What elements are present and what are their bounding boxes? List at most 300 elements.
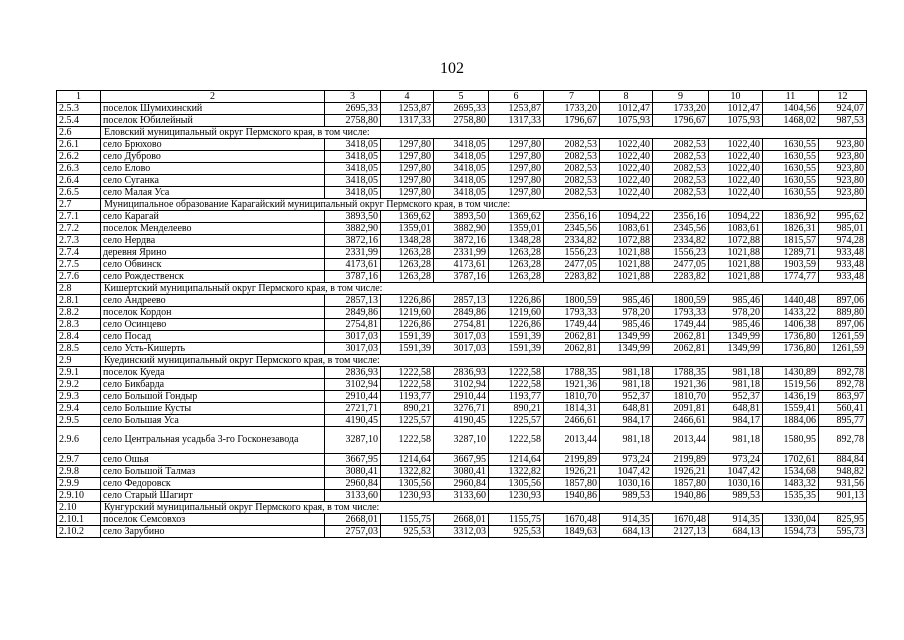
value-cell: 1021,88 (600, 247, 653, 259)
table-row (57, 247, 867, 259)
value-cell: 4173,61 (325, 259, 381, 271)
value-cell: 985,46 (709, 319, 763, 331)
value-cell: 1222,58 (381, 427, 434, 454)
value-cell: 2849,86 (325, 307, 381, 319)
value-cell: 3667,95 (325, 454, 381, 466)
value-cell: 825,95 (819, 514, 867, 526)
value-cell: 1305,56 (381, 478, 434, 490)
value-cell: 3017,03 (325, 331, 381, 343)
value-cell: 1222,58 (381, 367, 434, 379)
value-cell: 2721,71 (325, 403, 381, 415)
value-cell: 2062,81 (653, 331, 709, 343)
value-cell: 1594,73 (763, 526, 819, 538)
value-cell: 1736,80 (763, 331, 819, 343)
value-cell: 2960,84 (325, 478, 381, 490)
table-row (57, 151, 867, 163)
settlement-name: село Малая Уса (101, 187, 325, 199)
value-cell: 2356,16 (544, 211, 600, 223)
value-cell: 1940,86 (653, 490, 709, 502)
value-cell: 648,81 (600, 403, 653, 415)
section-row (57, 502, 867, 514)
value-cell: 2477,05 (544, 259, 600, 271)
value-cell: 1468,02 (763, 115, 819, 127)
value-cell: 1788,35 (653, 367, 709, 379)
table-row (57, 175, 867, 187)
value-cell: 1263,28 (381, 271, 434, 283)
value-cell: 981,18 (709, 379, 763, 391)
value-cell: 2758,80 (325, 115, 381, 127)
value-cell: 1440,48 (763, 295, 819, 307)
value-cell: 1193,77 (489, 391, 544, 403)
value-cell: 985,46 (600, 319, 653, 331)
value-cell: 2857,13 (325, 295, 381, 307)
value-cell: 1349,99 (709, 343, 763, 355)
value-cell: 923,80 (819, 175, 867, 187)
value-cell: 2754,81 (434, 319, 489, 331)
value-cell: 897,06 (819, 319, 867, 331)
value-cell: 1433,22 (763, 307, 819, 319)
value-cell: 3017,03 (434, 343, 489, 355)
value-cell: 3418,05 (434, 163, 489, 175)
value-cell: 2668,01 (434, 514, 489, 526)
value-cell: 1214,64 (381, 454, 434, 466)
value-cell: 2960,84 (434, 478, 489, 490)
table-row (57, 187, 867, 199)
row-code: 2.8.3 (57, 319, 101, 331)
row-code: 2.8.2 (57, 307, 101, 319)
value-cell: 3102,94 (434, 379, 489, 391)
row-code: 2.9.3 (57, 391, 101, 403)
value-cell: 1226,86 (381, 319, 434, 331)
table-row (57, 103, 867, 115)
row-code: 2.9.7 (57, 454, 101, 466)
row-code: 2.5.4 (57, 115, 101, 127)
value-cell: 2754,81 (325, 319, 381, 331)
value-cell: 1072,88 (709, 235, 763, 247)
column-number: 9 (653, 91, 709, 103)
value-cell: 1404,56 (763, 103, 819, 115)
settlement-name: село Бикбарда (101, 379, 325, 391)
row-code: 2.7.6 (57, 271, 101, 283)
value-cell: 1012,47 (600, 103, 653, 115)
row-code: 2.6.4 (57, 175, 101, 187)
table-row (57, 115, 867, 127)
value-cell: 895,77 (819, 415, 867, 427)
value-cell: 1630,55 (763, 163, 819, 175)
value-cell: 3418,05 (325, 139, 381, 151)
section-title: Куединский муниципальный округ Пермского края, в том числе: (101, 355, 867, 367)
value-cell: 1261,59 (819, 343, 867, 355)
value-cell: 1083,61 (600, 223, 653, 235)
value-cell: 1796,67 (544, 115, 600, 127)
value-cell: 3667,95 (434, 454, 489, 466)
section-code: 2.9 (57, 355, 101, 367)
settlement-name: село Большой Талмаз (101, 466, 325, 478)
row-code: 2.7.3 (57, 235, 101, 247)
table-row (57, 514, 867, 526)
value-cell: 1022,40 (600, 187, 653, 199)
settlement-name: село Рождественск (101, 271, 325, 283)
value-cell: 1796,67 (653, 115, 709, 127)
value-cell: 3787,16 (434, 271, 489, 283)
value-cell: 2356,16 (653, 211, 709, 223)
value-cell: 1349,99 (600, 343, 653, 355)
value-cell: 3102,94 (325, 379, 381, 391)
value-cell: 973,24 (600, 454, 653, 466)
value-cell: 981,18 (600, 427, 653, 454)
value-cell: 3133,60 (434, 490, 489, 502)
value-cell: 1793,33 (653, 307, 709, 319)
value-cell: 1535,35 (763, 490, 819, 502)
value-cell: 3287,10 (325, 427, 381, 454)
value-cell: 1800,59 (544, 295, 600, 307)
row-code: 2.8.4 (57, 331, 101, 343)
section-title: Еловский муниципальный округ Пермского края, в том числе: (101, 127, 867, 139)
value-cell: 1253,87 (489, 103, 544, 115)
table-row (57, 490, 867, 502)
value-cell: 1733,20 (544, 103, 600, 115)
table-row (57, 379, 867, 391)
value-cell: 1022,40 (709, 175, 763, 187)
value-cell: 1591,39 (381, 343, 434, 355)
tariff-table (56, 90, 867, 538)
value-cell: 3872,16 (434, 235, 489, 247)
value-cell: 1289,71 (763, 247, 819, 259)
value-cell: 1733,20 (653, 103, 709, 115)
row-code: 2.7.4 (57, 247, 101, 259)
value-cell: 684,13 (600, 526, 653, 538)
row-code: 2.9.5 (57, 415, 101, 427)
column-number: 5 (434, 91, 489, 103)
value-cell: 1297,80 (381, 175, 434, 187)
value-cell: 1047,42 (709, 466, 763, 478)
value-cell: 1226,86 (489, 295, 544, 307)
value-cell: 984,17 (600, 415, 653, 427)
value-cell: 2082,53 (653, 151, 709, 163)
settlement-name: село Суганка (101, 175, 325, 187)
value-cell: 2199,89 (544, 454, 600, 466)
value-cell: 989,53 (709, 490, 763, 502)
value-cell: 978,20 (600, 307, 653, 319)
table-row (57, 415, 867, 427)
settlement-name: поселок Юбилейный (101, 115, 325, 127)
section-code: 2.10 (57, 502, 101, 514)
value-cell: 933,48 (819, 247, 867, 259)
value-cell: 1849,63 (544, 526, 600, 538)
table-row (57, 259, 867, 271)
value-cell: 1810,70 (653, 391, 709, 403)
value-cell: 3287,10 (434, 427, 489, 454)
value-cell: 1317,33 (489, 115, 544, 127)
value-cell: 948,82 (819, 466, 867, 478)
column-number: 12 (819, 91, 867, 103)
section-row (57, 127, 867, 139)
value-cell: 1836,92 (763, 211, 819, 223)
value-cell: 1263,28 (489, 259, 544, 271)
value-cell: 1297,80 (381, 151, 434, 163)
value-cell: 1297,80 (381, 163, 434, 175)
value-cell: 1021,88 (709, 259, 763, 271)
value-cell: 2910,44 (325, 391, 381, 403)
value-cell: 1021,88 (709, 247, 763, 259)
value-cell: 1580,95 (763, 427, 819, 454)
value-cell: 925,53 (381, 526, 434, 538)
value-cell: 1263,28 (381, 259, 434, 271)
value-cell: 1774,77 (763, 271, 819, 283)
section-title: Кишертский муниципальный округ Пермского края, в том числе: (101, 283, 867, 295)
value-cell: 2062,81 (544, 331, 600, 343)
settlement-name: село Обвинск (101, 259, 325, 271)
value-cell: 2334,82 (544, 235, 600, 247)
value-cell: 1369,62 (489, 211, 544, 223)
value-cell: 2082,53 (544, 163, 600, 175)
row-code: 2.7.1 (57, 211, 101, 223)
value-cell: 1297,80 (489, 163, 544, 175)
value-cell: 985,46 (709, 295, 763, 307)
value-cell: 3418,05 (434, 187, 489, 199)
value-cell: 923,80 (819, 187, 867, 199)
value-cell: 952,37 (709, 391, 763, 403)
value-cell: 2127,13 (653, 526, 709, 538)
value-cell: 1815,57 (763, 235, 819, 247)
value-cell: 1030,16 (600, 478, 653, 490)
row-code: 2.9.10 (57, 490, 101, 502)
value-cell: 1322,82 (381, 466, 434, 478)
value-cell: 1788,35 (544, 367, 600, 379)
settlement-name: село Ошья (101, 454, 325, 466)
table-row (57, 139, 867, 151)
row-code: 2.10.2 (57, 526, 101, 538)
column-number: 1 (57, 91, 101, 103)
value-cell: 1075,93 (709, 115, 763, 127)
value-cell: 1263,28 (489, 271, 544, 283)
value-cell: 2283,82 (653, 271, 709, 283)
value-cell: 981,18 (600, 367, 653, 379)
value-cell: 1222,58 (381, 379, 434, 391)
value-cell: 1348,28 (489, 235, 544, 247)
value-cell: 1222,58 (489, 427, 544, 454)
value-cell: 1305,56 (489, 478, 544, 490)
column-number: 11 (763, 91, 819, 103)
value-cell: 2836,93 (434, 367, 489, 379)
value-cell: 2082,53 (544, 151, 600, 163)
table-row (57, 271, 867, 283)
section-row (57, 283, 867, 295)
value-cell: 2062,81 (653, 343, 709, 355)
value-cell: 1749,44 (544, 319, 600, 331)
row-code: 2.7.5 (57, 259, 101, 271)
value-cell: 1670,48 (653, 514, 709, 526)
value-cell: 914,35 (600, 514, 653, 526)
row-code: 2.8.5 (57, 343, 101, 355)
value-cell: 3893,50 (434, 211, 489, 223)
value-cell: 2091,81 (653, 403, 709, 415)
value-cell: 648,81 (709, 403, 763, 415)
value-cell: 1810,70 (544, 391, 600, 403)
value-cell: 974,28 (819, 235, 867, 247)
value-cell: 933,48 (819, 259, 867, 271)
value-cell: 1253,87 (381, 103, 434, 115)
value-cell: 2836,93 (325, 367, 381, 379)
row-code: 2.9.4 (57, 403, 101, 415)
settlement-name: село Осинцево (101, 319, 325, 331)
value-cell: 1736,80 (763, 343, 819, 355)
settlement-name: поселок Куеда (101, 367, 325, 379)
value-cell: 3882,90 (434, 223, 489, 235)
value-cell: 1193,77 (381, 391, 434, 403)
value-cell: 1021,88 (600, 259, 653, 271)
column-number: 10 (709, 91, 763, 103)
value-cell: 1155,75 (489, 514, 544, 526)
value-cell: 890,21 (489, 403, 544, 415)
settlement-name: село Большой Гондыр (101, 391, 325, 403)
table-row (57, 211, 867, 223)
row-code: 2.6.2 (57, 151, 101, 163)
settlement-name: село Карагай (101, 211, 325, 223)
value-cell: 892,78 (819, 427, 867, 454)
settlement-name: село Центральная усадьба 3-го Госконезавода (101, 427, 325, 454)
settlement-name: село Нердва (101, 235, 325, 247)
value-cell: 1406,38 (763, 319, 819, 331)
settlement-name: село Посад (101, 331, 325, 343)
value-cell: 3080,41 (325, 466, 381, 478)
value-cell: 1591,39 (489, 343, 544, 355)
value-cell: 2331,99 (325, 247, 381, 259)
table-header-row (57, 91, 867, 103)
value-cell: 2910,44 (434, 391, 489, 403)
value-cell: 1749,44 (653, 319, 709, 331)
value-cell: 973,24 (709, 454, 763, 466)
settlement-name: село Большие Кусты (101, 403, 325, 415)
value-cell: 914,35 (709, 514, 763, 526)
value-cell: 1630,55 (763, 175, 819, 187)
value-cell: 984,17 (709, 415, 763, 427)
value-cell: 1155,75 (381, 514, 434, 526)
value-cell: 2477,05 (653, 259, 709, 271)
value-cell: 4173,61 (434, 259, 489, 271)
value-cell: 1022,40 (709, 187, 763, 199)
value-cell: 3418,05 (434, 175, 489, 187)
value-cell: 1297,80 (489, 187, 544, 199)
table-row (57, 163, 867, 175)
value-cell: 2082,53 (544, 139, 600, 151)
value-cell: 890,21 (381, 403, 434, 415)
value-cell: 3418,05 (325, 151, 381, 163)
table-row (57, 427, 867, 454)
value-cell: 1263,28 (381, 247, 434, 259)
value-cell: 2283,82 (544, 271, 600, 283)
value-cell: 3893,50 (325, 211, 381, 223)
value-cell: 1012,47 (709, 103, 763, 115)
settlement-name: село Старый Шагирт (101, 490, 325, 502)
value-cell: 2082,53 (544, 175, 600, 187)
value-cell: 863,97 (819, 391, 867, 403)
column-number: 7 (544, 91, 600, 103)
value-cell: 1793,33 (544, 307, 600, 319)
value-cell: 1359,01 (489, 223, 544, 235)
section-title: Муниципальное образование Карагайский муниципальный округ Пермского края, в том числе: (101, 199, 867, 211)
value-cell: 1330,04 (763, 514, 819, 526)
value-cell: 1921,36 (653, 379, 709, 391)
value-cell: 1322,82 (489, 466, 544, 478)
settlement-name: село Брюхово (101, 139, 325, 151)
value-cell: 684,13 (709, 526, 763, 538)
value-cell: 2345,56 (653, 223, 709, 235)
value-cell: 884,84 (819, 454, 867, 466)
settlement-name: село Зарубино (101, 526, 325, 538)
value-cell: 3872,16 (325, 235, 381, 247)
value-cell: 1022,40 (709, 151, 763, 163)
value-cell: 1297,80 (489, 151, 544, 163)
value-cell: 3017,03 (325, 343, 381, 355)
value-cell: 2695,33 (434, 103, 489, 115)
table-row (57, 367, 867, 379)
table-row (57, 403, 867, 415)
row-code: 2.9.1 (57, 367, 101, 379)
row-code: 2.6.1 (57, 139, 101, 151)
value-cell: 931,56 (819, 478, 867, 490)
section-row (57, 199, 867, 211)
value-cell: 1483,32 (763, 478, 819, 490)
value-cell: 1857,80 (544, 478, 600, 490)
value-cell: 1226,86 (381, 295, 434, 307)
row-code: 2.10.1 (57, 514, 101, 526)
column-number: 3 (325, 91, 381, 103)
value-cell: 3017,03 (434, 331, 489, 343)
value-cell: 1317,33 (381, 115, 434, 127)
value-cell: 1349,99 (600, 331, 653, 343)
value-cell: 1348,28 (381, 235, 434, 247)
value-cell: 2082,53 (653, 163, 709, 175)
value-cell: 2331,99 (434, 247, 489, 259)
value-cell: 2668,01 (325, 514, 381, 526)
value-cell: 1430,89 (763, 367, 819, 379)
settlement-name: село Елово (101, 163, 325, 175)
value-cell: 560,41 (819, 403, 867, 415)
section-code: 2.8 (57, 283, 101, 295)
row-code: 2.8.1 (57, 295, 101, 307)
column-number: 6 (489, 91, 544, 103)
value-cell: 2345,56 (544, 223, 600, 235)
settlement-name: поселок Семсовхоз (101, 514, 325, 526)
value-cell: 923,80 (819, 139, 867, 151)
value-cell: 1591,39 (489, 331, 544, 343)
value-cell: 1630,55 (763, 187, 819, 199)
value-cell: 1349,99 (709, 331, 763, 343)
page-number: 102 (440, 60, 464, 77)
value-cell: 2857,13 (434, 295, 489, 307)
value-cell: 2082,53 (544, 187, 600, 199)
value-cell: 995,62 (819, 211, 867, 223)
value-cell: 1884,06 (763, 415, 819, 427)
table-row (57, 478, 867, 490)
value-cell: 892,78 (819, 379, 867, 391)
value-cell: 1556,23 (544, 247, 600, 259)
value-cell: 1230,93 (381, 490, 434, 502)
value-cell: 1022,40 (709, 163, 763, 175)
value-cell: 1226,86 (489, 319, 544, 331)
value-cell: 1261,59 (819, 331, 867, 343)
value-cell: 1022,40 (600, 139, 653, 151)
value-cell: 1630,55 (763, 151, 819, 163)
table-row (57, 526, 867, 538)
value-cell: 1022,40 (600, 163, 653, 175)
row-code: 2.9.2 (57, 379, 101, 391)
value-cell: 1857,80 (653, 478, 709, 490)
value-cell: 1297,80 (381, 139, 434, 151)
column-number: 8 (600, 91, 653, 103)
settlement-name: поселок Шумихинский (101, 103, 325, 115)
